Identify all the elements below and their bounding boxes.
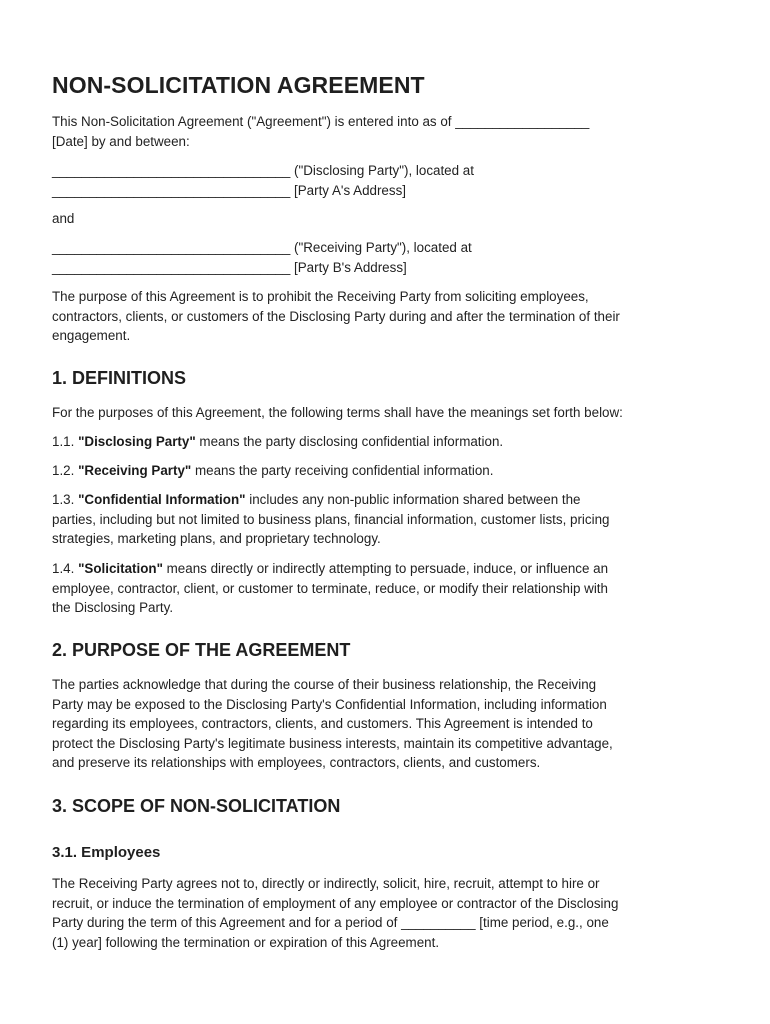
party-a-line: ________________________________ ("Disclosing Party"), located at — [52, 163, 474, 178]
purpose-paragraph — [52, 287, 718, 346]
section2-line: regarding its employees, contractors, clients, and customers. This Agreement is intended to — [52, 716, 593, 732]
subsection-3-1-paragraph — [52, 874, 718, 952]
section2-heading: 2. PURPOSE OF THE AGREEMENT — [52, 640, 351, 660]
def-number: 1.4. — [52, 561, 79, 576]
def-text: parties, including but not limited to business plans, financial information, customer lists, pricing — [52, 511, 610, 527]
section2-paragraph — [52, 675, 718, 773]
intro-line: [Date] by and between: — [52, 133, 190, 149]
purpose-line: contractors, clients, or customers of the Disclosing Party during and after the termination of their — [52, 308, 620, 324]
def-term: "Disclosing Party" — [78, 434, 196, 449]
purpose-line: engagement. — [52, 328, 131, 344]
party-b-line: ________________________________ ("Receiving Party"), located at — [52, 240, 472, 255]
definition-1-2 — [52, 461, 718, 481]
def-number: 1.2. — [52, 463, 79, 478]
subsection-line: The Receiving Party agrees not to, directly or indirectly, solicit, hire, recruit, attempt to hire or — [52, 876, 600, 891]
disclosing-party-block — [52, 161, 718, 200]
document-title: NON-SOLICITATION AGREEMENT — [52, 72, 425, 98]
purpose-line: The purpose of this Agreement is to prohibit the Receiving Party from soliciting employees, — [52, 289, 589, 304]
and-text: and — [52, 211, 75, 226]
definition-1-4 — [52, 559, 718, 618]
def-number: 1.3. — [52, 492, 79, 507]
def-text: employee, contractor, client, or customer to terminate, reduce, or modify their relationship with — [52, 580, 608, 596]
definition-1-1 — [52, 432, 718, 452]
section2-line: Party may be exposed to the Disclosing Party's Confidential Information, including information — [52, 696, 607, 712]
definitions-lead-text: For the purposes of this Agreement, the following terms shall have the meanings set forth below: — [52, 405, 623, 420]
party-b-line: ________________________________ [Party B's Address] — [52, 259, 407, 275]
def-term: "Receiving Party" — [78, 463, 192, 478]
definitions-lead — [52, 403, 718, 423]
section2-line: and preserve its relationships with employees, contractors, clients, and customers. — [52, 755, 541, 771]
subsection-line: recruit, or induce the termination of employment of any employee or contractor of the Disclosing — [52, 895, 619, 911]
def-text: means the party disclosing confidential information. — [195, 434, 504, 449]
and-connector — [52, 209, 718, 229]
intro-line: This Non-Solicitation Agreement ("Agreement") is entered into as of __________________ — [52, 114, 590, 129]
intro-paragraph — [52, 112, 718, 151]
definition-1-3 — [52, 490, 718, 549]
party-a-line: ________________________________ [Party A's Address] — [52, 182, 406, 198]
receiving-party-block — [52, 238, 718, 277]
section1-heading: 1. DEFINITIONS — [52, 368, 187, 388]
subsection-line: Party during the term of this Agreement and for a period of __________ [time period, e.g., one — [52, 915, 609, 931]
section2-line: The parties acknowledge that during the course of their business relationship, the Receiving — [52, 677, 597, 692]
def-text: means directly or indirectly attempting to persuade, induce, or influence an — [162, 561, 609, 576]
section2-line: protect the Disclosing Party's legitimate business interests, maintain its competitive advantage, — [52, 735, 613, 751]
def-text: the Disclosing Party. — [52, 600, 174, 616]
section3-heading: 3. SCOPE OF NON-SOLICITATION — [52, 796, 341, 816]
def-text: strategies, marketing plans, and proprietary technology. — [52, 531, 381, 547]
def-text: includes any non-public information shared between the — [245, 492, 581, 507]
def-number: 1.1. — [52, 434, 79, 449]
subsection-3-1-heading: 3.1. Employees — [52, 844, 161, 861]
def-term: "Solicitation" — [78, 561, 163, 576]
def-text: means the party receiving confidential information. — [191, 463, 494, 478]
def-term: "Confidential Information" — [78, 492, 246, 507]
subsection-line: (1) year] following the termination or expiration of this Agreement. — [52, 934, 440, 950]
